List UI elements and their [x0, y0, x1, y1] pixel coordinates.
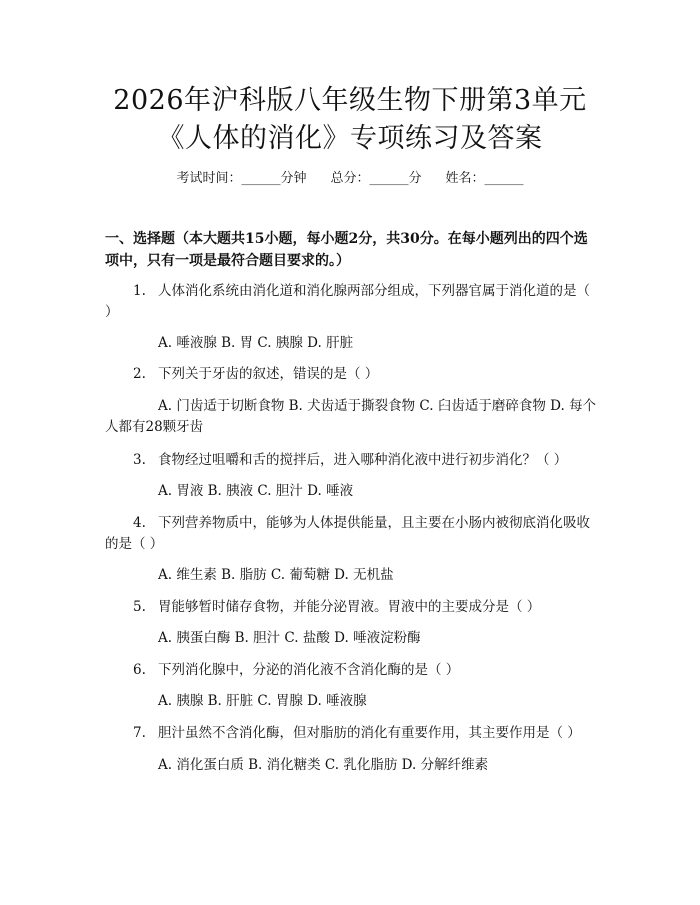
- question-3: [105, 450, 600, 471]
- question-4: [105, 513, 600, 555]
- question-number: 5.: [133, 599, 146, 615]
- question-2: [105, 364, 600, 385]
- exam-time-field: 考试时间：______分钟: [176, 171, 307, 186]
- question-1-options: A. 唾液腺 B. 胃 C. 胰腺 D. 肝脏: [158, 335, 354, 351]
- student-name-field: 姓名：______: [445, 171, 524, 186]
- question-5-options: A. 胰蛋白酶 B. 胆汁 C. 盐酸 D. 唾液淀粉酶: [158, 630, 421, 646]
- question-text: 下列营养物质中，能够为人体提供能量，且主要在小肠内被彻底消化吸收的是（ ）: [105, 515, 590, 552]
- question-7-options: A. 消化蛋白质 B. 消化糖类 C. 乳化脂肪 D. 分解纤维素: [158, 757, 489, 773]
- question-text: 下列消化腺中，分泌的消化液不含消化酶的是（ ）: [158, 662, 460, 678]
- question-1: [105, 281, 600, 323]
- question-text: 人体消化系统由消化道和消化腺两部分组成，下列器官属于消化道的是（ ）: [105, 283, 590, 320]
- total-score-field: 总分：______分: [330, 171, 422, 186]
- question-6: [105, 660, 600, 681]
- question-text: 食物经过咀嚼和舌的搅拌后，进入哪种消化液中进行初步消化？（ ）: [158, 452, 568, 468]
- question-7: [105, 723, 600, 744]
- document-title: 2026年沪科版八年级生物下册第3单元《人体的消化》专项练习及答案: [113, 85, 587, 154]
- question-number: 1.: [133, 283, 146, 299]
- section-heading: 一、选择题（本大题共15小题，每小题2分，共30分。在每小题列出的四个选项中，只有一项是最符合题目要求的。）: [105, 231, 588, 269]
- question-number: 7.: [133, 725, 146, 741]
- question-3-options: A. 胃液 B. 胰液 C. 胆汁 D. 唾液: [158, 483, 354, 499]
- question-text: 胆汁虽然不含消化酶，但对脂肪的消化有重要作用，其主要作用是（ ）: [158, 725, 581, 741]
- question-number: 4.: [133, 515, 146, 531]
- question-number: 2.: [133, 366, 146, 382]
- question-text: 胃能够暂时储存食物，并能分泌胃液。胃液中的主要成分是（ ）: [158, 599, 541, 615]
- question-number: 6.: [133, 662, 146, 678]
- question-text: 下列关于牙齿的叙述，错误的是（ ）: [158, 366, 379, 382]
- question-number: 3.: [133, 452, 146, 468]
- question-6-options: A. 胰腺 B. 肝脏 C. 胃腺 D. 唾液腺: [158, 693, 367, 709]
- question-4-options: A. 维生素 B. 脂肪 C. 葡萄糖 D. 无机盐: [158, 567, 394, 583]
- exam-info: [0, 170, 700, 188]
- question-5: [105, 597, 600, 618]
- question-2-options: A. 门齿适于切断食物 B. 犬齿适于撕裂食物 C. 臼齿适于磨碎食物 D. 每个人都有28颗牙齿: [105, 398, 597, 435]
